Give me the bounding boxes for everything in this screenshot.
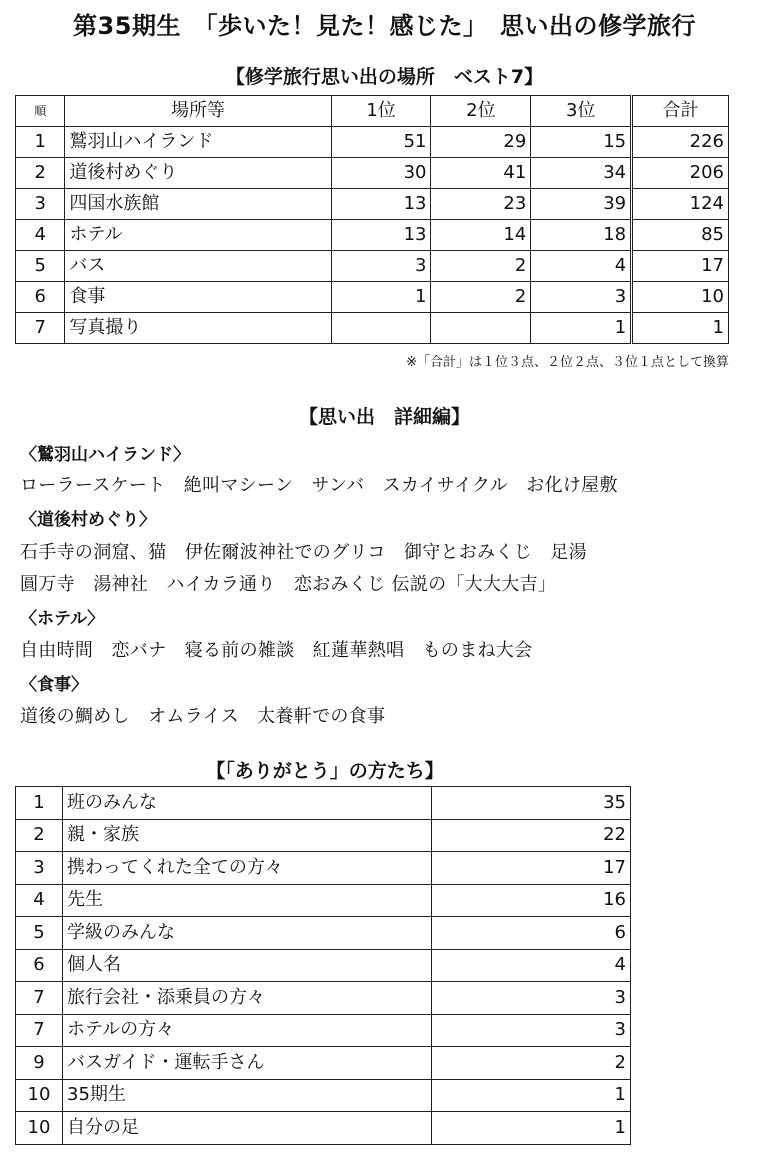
- total-points: 124: [632, 189, 729, 220]
- thanks-rank: 9: [16, 1047, 63, 1080]
- detail-title-washuzan: 〈鷲羽山ハイランド〉: [20, 445, 190, 465]
- thanks-rank: 7: [16, 1014, 63, 1047]
- place-name: 食事: [65, 282, 331, 313]
- ranking-row: [16, 282, 729, 313]
- thanks-count: 17: [432, 852, 631, 885]
- detail-line-food: 道後の鯛めし オムライス 太養軒での食事: [20, 706, 386, 727]
- third-votes: 39: [531, 189, 632, 220]
- thanks-recipient: 学級のみんな: [63, 917, 432, 950]
- thanks-recipient: 個人名: [63, 949, 432, 982]
- thanks-row: [16, 917, 631, 950]
- thanks-row: [16, 1014, 631, 1047]
- thanks-count: 3: [432, 1014, 631, 1047]
- thanks-rank: 6: [16, 949, 63, 982]
- header-no: 順: [16, 96, 65, 127]
- rank-no: 6: [16, 282, 65, 313]
- total-points: 226: [632, 127, 729, 158]
- thanks-count: 22: [432, 819, 631, 852]
- ranking-row: [16, 158, 729, 189]
- header-second: 2位: [431, 96, 531, 127]
- detail-title-dogo: 〈道後村めぐり〉: [20, 510, 156, 530]
- page-title: 第35期生 「歩いた！見た！感じた」 思い出の修学旅行: [73, 12, 696, 40]
- thanks-rank: 2: [16, 819, 63, 852]
- thanks-rank: 4: [16, 884, 63, 917]
- second-votes: 29: [431, 127, 531, 158]
- detail-line-dogo-1: 石手寺の洞窟、猫 伊佐爾波神社でのグリコ 御守とおみくじ 足湯: [20, 542, 587, 563]
- third-votes: 4: [531, 251, 632, 282]
- total-points: 10: [632, 282, 729, 313]
- detail-title-food: 〈食事〉: [20, 675, 88, 695]
- thanks-recipient: バスガイド・運転手さん: [63, 1047, 432, 1080]
- third-votes: 18: [531, 220, 632, 251]
- place-name: ホテル: [65, 220, 331, 251]
- ranking-row: [16, 189, 729, 220]
- rank-no: 1: [16, 127, 65, 158]
- thanks-recipient: ホテルの方々: [63, 1014, 432, 1047]
- total-points: 17: [632, 251, 729, 282]
- detail-line-hotel: 自由時間 恋バナ 寝る前の雑談 紅蓮華熱唱 ものまね大会: [20, 640, 533, 661]
- rank-no: 3: [16, 189, 65, 220]
- first-votes: [331, 313, 431, 344]
- first-votes: 1: [331, 282, 431, 313]
- detail-line-washuzan: ローラースケート 絶叫マシーン サンバ スカイサイクル お化け屋敷: [20, 475, 618, 496]
- place-name: 写真撮り: [65, 313, 331, 344]
- thanks-rank: 10: [16, 1112, 63, 1145]
- third-votes: 1: [531, 313, 632, 344]
- thanks-count: 35: [432, 787, 631, 820]
- thanks-recipient: 自分の足: [63, 1112, 432, 1145]
- header-first: 1位: [331, 96, 431, 127]
- detail-title-hotel: 〈ホテル〉: [20, 609, 105, 629]
- thanks-row: [16, 1112, 631, 1145]
- thanks-recipient: 35期生: [63, 1079, 432, 1112]
- total-points: 206: [632, 158, 729, 189]
- thanks-recipient: 親・家族: [63, 819, 432, 852]
- ranking-row: [16, 127, 729, 158]
- thanks-rank: 3: [16, 852, 63, 885]
- header-place: 場所等: [65, 96, 331, 127]
- second-votes: 23: [431, 189, 531, 220]
- ranking-row: [16, 220, 729, 251]
- ranking-row: [16, 313, 729, 344]
- details-heading: 【思い出 詳細編】: [298, 406, 470, 428]
- thanks-row: [16, 819, 631, 852]
- thanks-count: 16: [432, 884, 631, 917]
- total-points: 1: [632, 313, 729, 344]
- thanks-count: 1: [432, 1112, 631, 1145]
- thanks-count: 4: [432, 949, 631, 982]
- scoring-note: ※「合計」は１位３点、２位２点、３位１点として換算: [406, 355, 729, 370]
- thanks-count: 3: [432, 982, 631, 1015]
- first-votes: 51: [331, 127, 431, 158]
- ranking-header-row: [16, 96, 729, 127]
- thanks-row: [16, 949, 631, 982]
- third-votes: 34: [531, 158, 632, 189]
- place-name: 鷲羽山ハイランド: [65, 127, 331, 158]
- ranking-row: [16, 251, 729, 282]
- thanks-count: 6: [432, 917, 631, 950]
- place-name: 四国水族館: [65, 189, 331, 220]
- ranking-table: [15, 95, 729, 344]
- thanks-recipient: 先生: [63, 884, 432, 917]
- thanks-count: 2: [432, 1047, 631, 1080]
- header-third: 3位: [531, 96, 632, 127]
- rank-no: 5: [16, 251, 65, 282]
- thanks-row: [16, 852, 631, 885]
- detail-line-dogo-2: 圓万寺 湯神社 ハイカラ通り 恋おみくじ 伝説の「大大大吉」: [20, 574, 557, 595]
- first-votes: 13: [331, 220, 431, 251]
- first-votes: 3: [331, 251, 431, 282]
- thanks-row: [16, 982, 631, 1015]
- thanks-rank: 1: [16, 787, 63, 820]
- third-votes: 3: [531, 282, 632, 313]
- thanks-table: [15, 786, 631, 1145]
- second-votes: 14: [431, 220, 531, 251]
- thanks-rank: 10: [16, 1079, 63, 1112]
- rank-no: 7: [16, 313, 65, 344]
- thanks-recipient: 班のみんな: [63, 787, 432, 820]
- thanks-row: [16, 884, 631, 917]
- first-votes: 13: [331, 189, 431, 220]
- place-name: 道後村めぐり: [65, 158, 331, 189]
- header-total: 合計: [632, 96, 729, 127]
- thanks-row: [16, 1047, 631, 1080]
- thanks-count: 1: [432, 1079, 631, 1112]
- second-votes: 41: [431, 158, 531, 189]
- second-votes: 2: [431, 251, 531, 282]
- thanks-row: [16, 1079, 631, 1112]
- total-points: 85: [632, 220, 729, 251]
- thanks-rank: 5: [16, 917, 63, 950]
- thanks-row: [16, 787, 631, 820]
- second-votes: [431, 313, 531, 344]
- first-votes: 30: [331, 158, 431, 189]
- thanks-recipient: 旅行会社・添乗員の方々: [63, 982, 432, 1015]
- ranking-heading: 【修学旅行思い出の場所 ベスト7】: [225, 66, 544, 88]
- rank-no: 4: [16, 220, 65, 251]
- thanks-rank: 7: [16, 982, 63, 1015]
- rank-no: 2: [16, 158, 65, 189]
- thanks-heading: 【「ありがとう」の方たち】: [206, 760, 444, 782]
- thanks-recipient: 携わってくれた全ての方々: [63, 852, 432, 885]
- second-votes: 2: [431, 282, 531, 313]
- place-name: バス: [65, 251, 331, 282]
- third-votes: 15: [531, 127, 632, 158]
